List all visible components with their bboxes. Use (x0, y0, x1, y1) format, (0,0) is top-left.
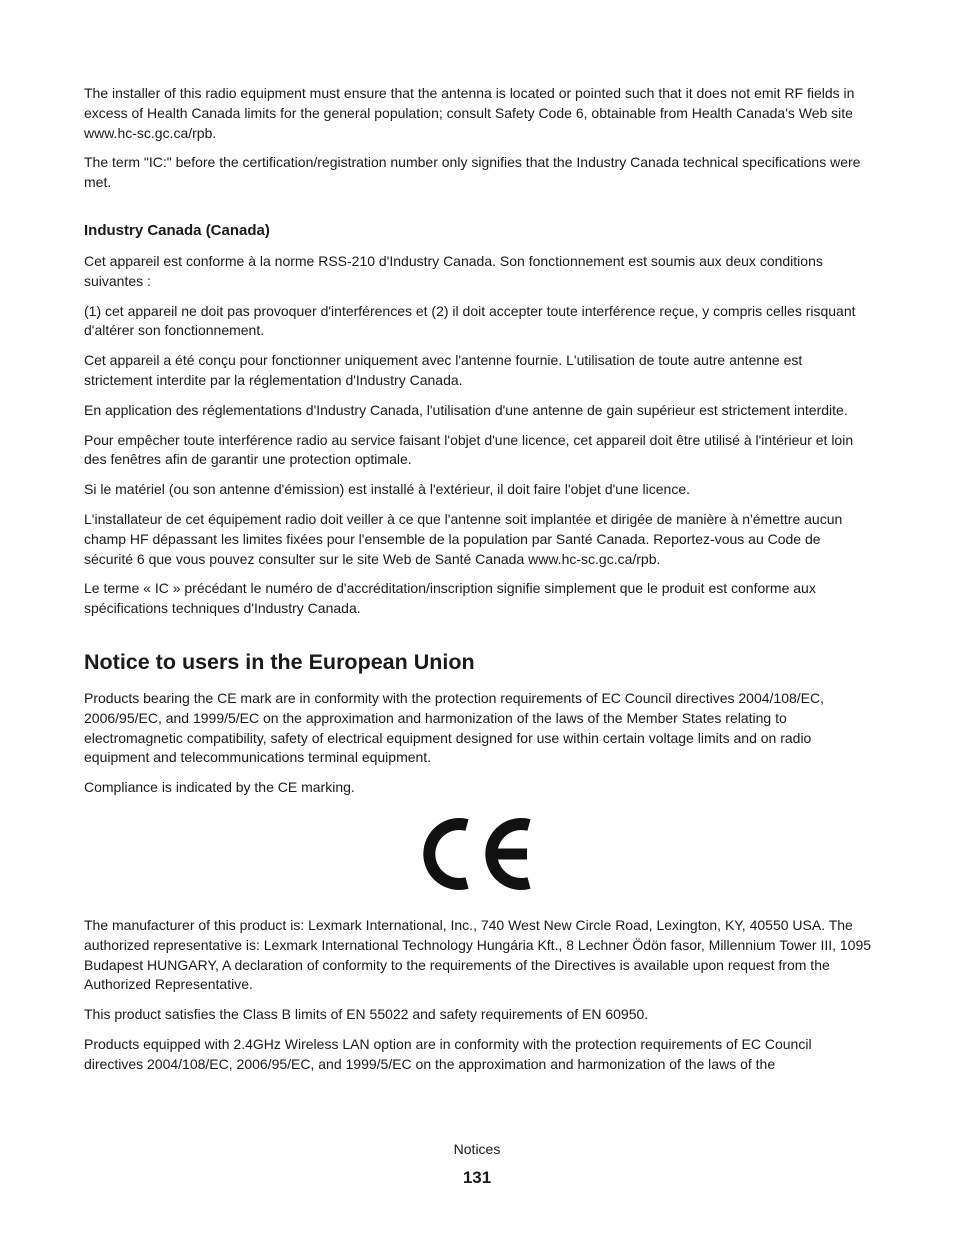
eu-paragraph-1: Products bearing the CE mark are in conformity with the protection requirements of EC Council directives 2004/108/EC, 2006/95/EC, and 1999/5/EC on the approximation and harmonization of the laws of the Member States relating to electromagnetic compatibility, safety of electrical equipment designed for use within certain voltage limits and on radio equipment and telecommunications terminal equipment. (84, 689, 825, 766)
ic-paragraph: Si le matériel (ou son antenne d'émission) est installé à l'extérieur, il doit faire l'objet d'une licence. (84, 481, 691, 498)
eu-paragraph-2: Compliance is indicated by the CE marking. (84, 779, 355, 796)
ic-paragraph: Cet appareil est conforme à la norme RSS-210 d'Industry Canada. Son fonctionnement est soumis aux deux conditions suivantes : (84, 252, 823, 289)
ic-paragraph: L'installateur de cet équipement radio doit veiller à ce que l'antenne soit implantée et dirigée de manière à n'émettre aucun champ HF dépassant les limites fixées pour l'ensemble de la population par Santé Canada. Reportez-vous au Code de sécurité 6 que vous pouvez consulter sur le site Web de Santé Canada www.hc-sc.gc.ca/rpb. (84, 510, 843, 567)
industry-canada-heading: Industry Canada (Canada) (84, 221, 270, 239)
document-page (84, 84, 872, 1085)
page-number: 131 (462, 1168, 492, 1187)
ic-paragraph: En application des réglementations d'Industry Canada, l'utilisation d'une antenne de gain supérieur est strictement interdite. (84, 401, 848, 418)
intro-paragraph-2: The term "IC:" before the certification/registration number only signifies that the Industry Canada technical specifications were met. (84, 154, 861, 191)
intro-paragraph-1: The installer of this radio equipment must ensure that the antenna is located or pointed such that it does not emit RF fields in excess of Health Canada limits for the general population; consult Safety Code 6, obtainable from Health Canada's Web site www.hc-sc.gc.ca/rpb. (84, 85, 855, 141)
ic-paragraph: Le terme « IC » précédant le numéro de d'accréditation/inscription signifie simplement que le produit est conforme aux spécifications techniques d'Industry Canada. (84, 580, 816, 617)
footer-section-label: Notices (453, 1141, 501, 1157)
ic-paragraph: Cet appareil a été conçu pour fonctionner uniquement avec l'antenne fournie. L'utilisation de toute autre antenne est strictement interdite par la réglementation d'Industry Canada. (84, 352, 803, 388)
ic-paragraph: (1) cet appareil ne doit pas provoquer d'interférences et (2) il doit accepter toute interférence reçue, y compris celles risquant d'altérer son fonctionnement. (84, 302, 856, 339)
ce-mark-logo (419, 812, 535, 896)
eu-paragraph-3: The manufacturer of this product is: Lexmark International, Inc., 740 West New Circle Road, Lexington, KY, 40550 USA. The authorized representative is: Lexmark International Technology Hungária Kft., 8 Lechner Ödön fasor, Millennium Tower III, 1095 Budapest HUNGARY, A declaration of conformity to the requirements of the Directives is available upon request from the Authorized Representative. (84, 916, 872, 993)
eu-paragraph-5: Products equipped with 2.4GHz Wireless LAN option are in conformity with the protection requirements of EC Council directives 2004/108/EC, 2006/95/EC, and 1999/5/EC on the approximation and harmonization of the laws of the (84, 1035, 812, 1072)
ic-paragraph: Pour empêcher toute interférence radio au service faisant l'objet d'une licence, cet appareil doit être utilisé à l'intérieur et loin des fenêtres afin de garantir une protection optimale. (84, 431, 854, 468)
eu-paragraph-4: This product satisfies the Class B limits of EN 55022 and safety requirements of EN 60950. (84, 1006, 649, 1023)
eu-notice-heading: Notice to users in the European Union (84, 649, 475, 674)
